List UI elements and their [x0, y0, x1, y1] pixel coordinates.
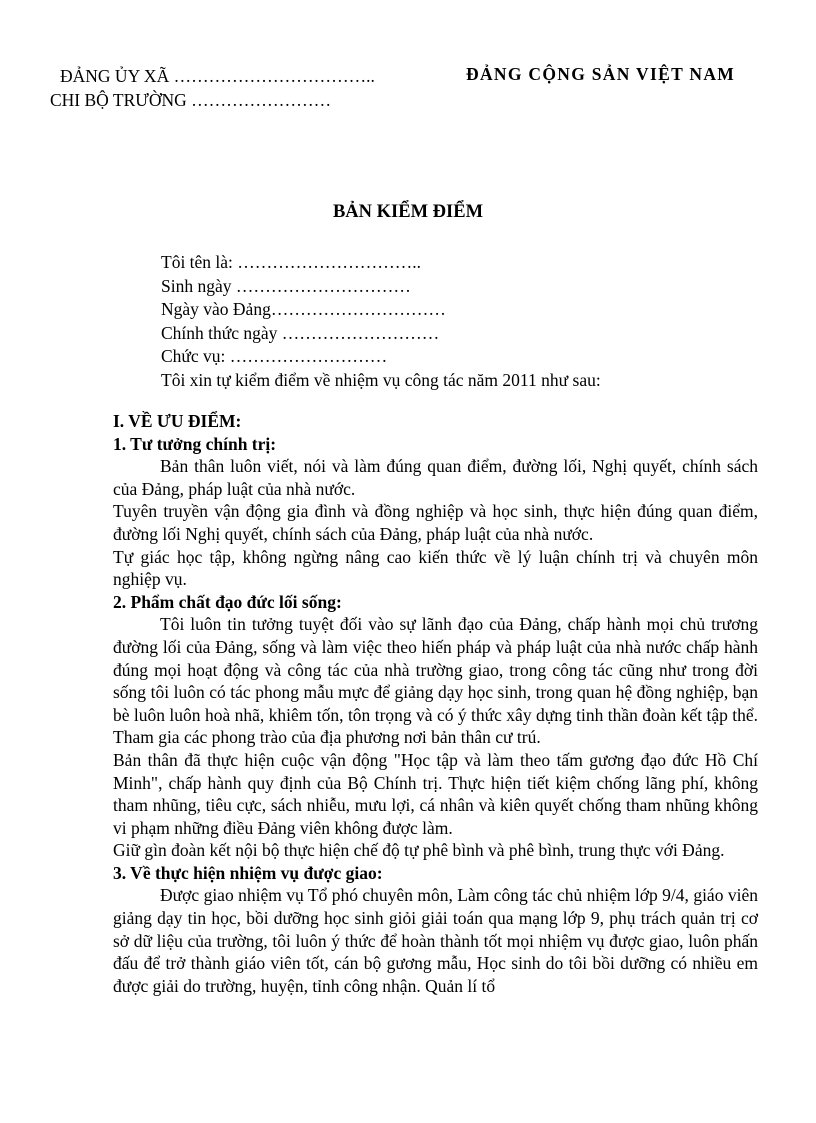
party-cell-line: CHI BỘ TRƯỜNG ……………………	[50, 90, 332, 110]
paragraph: Tự giác học tập, không ngừng nâng cao kiến thức về lý luận chính trị và chuyên môn nghiệp vụ.	[113, 546, 758, 590]
info-name: Tôi tên là: …………………………..	[161, 252, 422, 272]
info-dob: Sinh ngày …………………………	[161, 275, 411, 296]
paragraph: Tuyên truyền vận động gia đình và đồng nghiệp và học sinh, thực hiện đúng quan điểm, đường lối Nghị quyết, chính sách của Đảng, pháp luật của nhà nước.	[113, 501, 758, 544]
subsection-heading-1: 1. Tư tưởng chính trị:	[113, 433, 277, 454]
document-title: BẢN KIỂM ĐIỂM	[332, 202, 484, 222]
paragraph: Bản thân đã thực hiện cuộc vận động "Học tập và làm theo tấm gương đạo đức Hồ Chí Minh", chấp hành quy định của Bộ Chính trị. Thực hiện tiết kiệm chống lãng phí, không tham nhũng, tiêu cực, sách nhiễu, mưu lợi, cá nhân và kiên quyết chống tham nhũng không vi phạm những điều Đảng viên không được làm.	[113, 749, 758, 838]
paragraph: Giữ gìn đoàn kết nội bộ thực hiện chế độ tự phê bình và phê bình, trung thực với Đảng.	[113, 840, 725, 861]
paragraph: Tôi luôn tin tưởng tuyệt đối vào sự lãnh đạo của Đảng, chấp hành mọi chủ trương đường lối của Đảng, sống và làm việc theo hiến pháp và pháp luật của nhà nước chấp hành đúng mọi hoạt động và công tác của nhà trường giao, trong công tác cũng như trong đời sống tôi luôn có tác phong mẫu mực để giảng dạy học sinh, trong quan hệ đồng nghiệp, bạn bè luôn luôn hoà nhã, khiêm tốn, tôn trọng và có ý thức xây dựng tinh thần đoàn kết tập thể. Tham gia các phong trào của địa phương nơi bản thân cư trú.	[113, 614, 758, 748]
subsection-heading-3: 3. Về thực hiện nhiệm vụ được giao:	[113, 862, 383, 883]
paragraph: Được giao nhiệm vụ Tổ phó chuyên môn, Làm công tác chủ nhiệm lớp 9/4, giáo viên giảng dạy tin học, bồi dưỡng học sinh giỏi giải toán qua mạng lớp 9, phụ trách quản trị cơ sở dữ liệu của trường, tôi luôn ý thức để hoàn thành tốt mọi nhiệm vụ được giao, luôn phấn đấu để trở thành giáo viên tốt, cán bộ gương mẫu, Học sinh do tôi bồi dưỡng có nhiều em được giải do trường, huyện, tỉnh công nhận. Quản lí tổ	[113, 885, 758, 996]
info-join-date: Ngày vào Đảng…………………………	[161, 299, 446, 319]
header-left	[50, 64, 375, 112]
paragraph: Bản thân luôn viết, nói và làm đúng quan điểm, đường lối, Nghị quyết, chính sách của Đảng, pháp luật của nhà nước.	[113, 456, 758, 499]
section-heading: I. VỀ ƯU ĐIỂM:	[113, 411, 242, 431]
personal-info	[161, 251, 601, 392]
subsection-heading-2: 2. Phẩm chất đạo đức lối sống:	[113, 591, 342, 612]
info-official-date: Chính thức ngày ………………………	[161, 322, 440, 343]
document-body	[113, 410, 758, 997]
info-position: Chức vụ: ………………………	[161, 346, 388, 366]
header-right: ĐẢNG CỘNG SẢN VIỆT NAM	[466, 64, 736, 84]
info-intro: Tôi xin tự kiểm điểm về nhiệm vụ công tác năm 2011 như sau:	[161, 369, 601, 390]
party-committee-line: ĐẢNG ỦY XÃ ……………………………..	[60, 66, 375, 86]
